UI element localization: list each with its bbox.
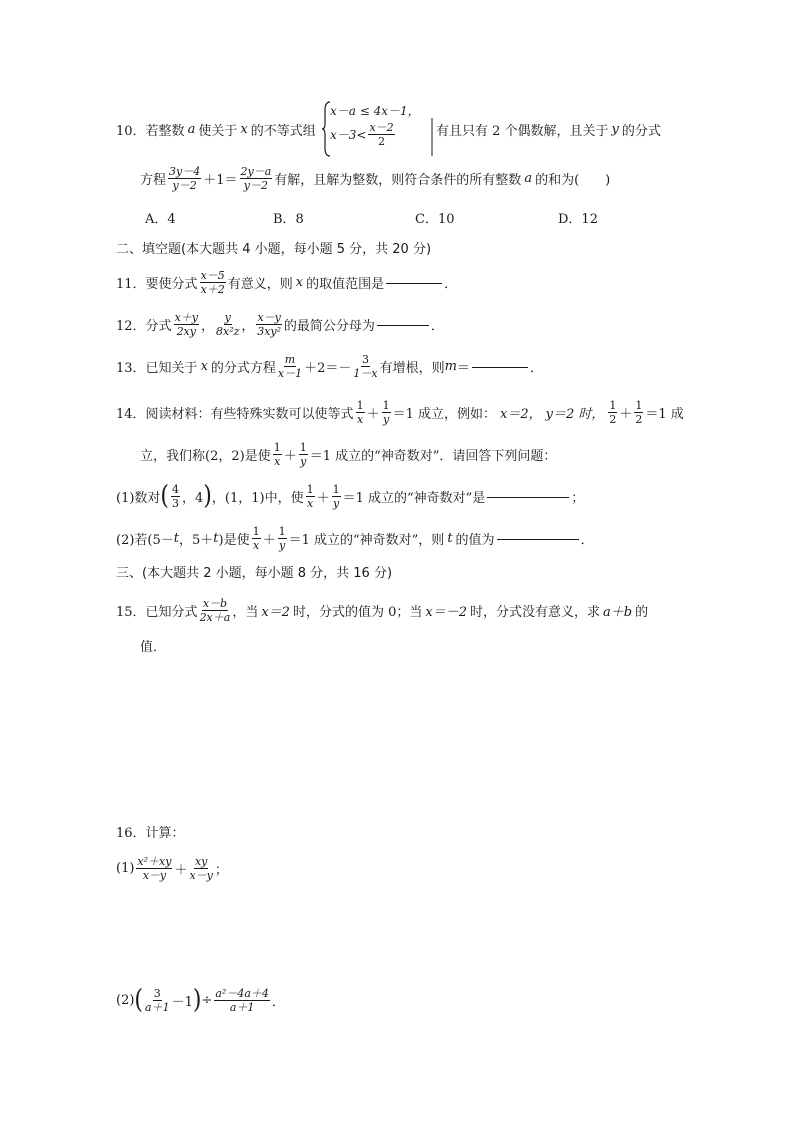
q10-option-a: A．4 xyxy=(145,212,176,227)
section-3-heading: 三、(本大题共 2 小题，每小题 8 分，共 16 分) xyxy=(116,566,393,581)
q15-line1: 15． 已知分式 $\frac{x-b}{2x+a}$ ，当 x＝2 时，分式的值为 0；当 x＝－2 时，分式没有意义，求 a＋b 的 xyxy=(116,597,649,624)
q16-heading: 16． 计算： xyxy=(116,826,185,841)
q14-part1-answer-blank[interactable] xyxy=(487,496,569,498)
q12: 12． 分式 $\frac{x+y}{2xy}$ ， $\frac{y}{\text{8x²z}}$ ， $\frac{x-y}{\text{3xy²}}$ 的最简公分母为 ． xyxy=(116,311,444,338)
q14-part2-answer-blank[interactable] xyxy=(497,538,579,540)
q13-answer-blank[interactable] xyxy=(472,366,528,368)
q10-line1-cont: 有且只有 2 个偶数解，且关于 y 的分式 xyxy=(436,122,661,139)
q10-number: 10． xyxy=(116,124,146,139)
q12-answer-blank[interactable] xyxy=(377,324,429,326)
q10-inequality-1: x－a ≤ 4x－1， xyxy=(330,104,420,118)
q10-inequality-system xyxy=(322,100,437,158)
q15-line2: 值． xyxy=(140,640,167,655)
q10-line2: 方程 $\frac{3y-4}{y-2}$ ＋1＝ $\frac{2y-a}{y-2}$ 有解，且解为整数，则符合条件的所有整数 a 的和为( ) xyxy=(140,165,611,192)
q16-part1: (1) $\frac{\text{x²＋xy}}{x-y}$ ＋ $\frac{xy}{x-y}$ ； xyxy=(116,855,228,882)
q11-answer-blank[interactable] xyxy=(386,282,442,284)
q14-part1: (1)数对 ( $\frac{4}{3}$ ，4 ) ，(1，1)中，使 $\frac{1}{x}$ ＋ $\frac{1}{y}$ ＝1 成立的“神奇数对”是 ； xyxy=(116,480,585,511)
q10-option-d: D．12 xyxy=(558,212,598,227)
q10-option-b: B．8 xyxy=(273,212,304,227)
q11: 11． 要使分式 $\frac{x-5}{x+2}$ 有意义，则 x 的取值范围是 ． xyxy=(116,269,458,296)
q10-option-c: C．10 xyxy=(415,212,455,227)
section-2-heading: 二、填空题(本大题共 4 小题，每小题 5 分，共 20 分) xyxy=(116,242,432,257)
q14-line2: 立，我们称(2，2)是使 $\frac{1}{x}$ ＋ $\frac{1}{y}$ ＝1 成立的“神奇数对”．请回答下列问题： xyxy=(140,441,557,468)
q14-part2: (2)若(5－ t ，5＋ t )是使 $\frac{1}{x}$ ＋ $\frac{1}{y}$ ＝1 成立的“神奇数对”，则 t 的值为 ． xyxy=(116,525,594,552)
q10-line1: 10． 若整数 a 使关于 x 的不等式组 xyxy=(116,122,316,139)
q16-part2: (2) ( $\frac{3}{a+1}$ －1 ) ÷ $\frac{\text{a²－4a＋4}}{a+1}$ ． xyxy=(116,984,285,1015)
q13: 13． 已知关于 x 的分式方程 $\frac{m}{x-1}$ ＋2＝－ $\frac{3}{1-x}$ 有增根，则 m ＝ ． xyxy=(116,353,543,380)
q10-inequality-2: x－3< $\frac{x-2}{2}$ xyxy=(330,121,394,148)
q14-line1: 14． 阅读材料：有些特殊实数可以使等式 $\frac{1}{x}$ ＋ $\frac{1}{y}$ ＝1 成立，例如： x＝2， y＝2 时， $\frac{1}{2}$ ＋ $\frac{1}{2}$ ＝1 成 xyxy=(116,399,684,426)
